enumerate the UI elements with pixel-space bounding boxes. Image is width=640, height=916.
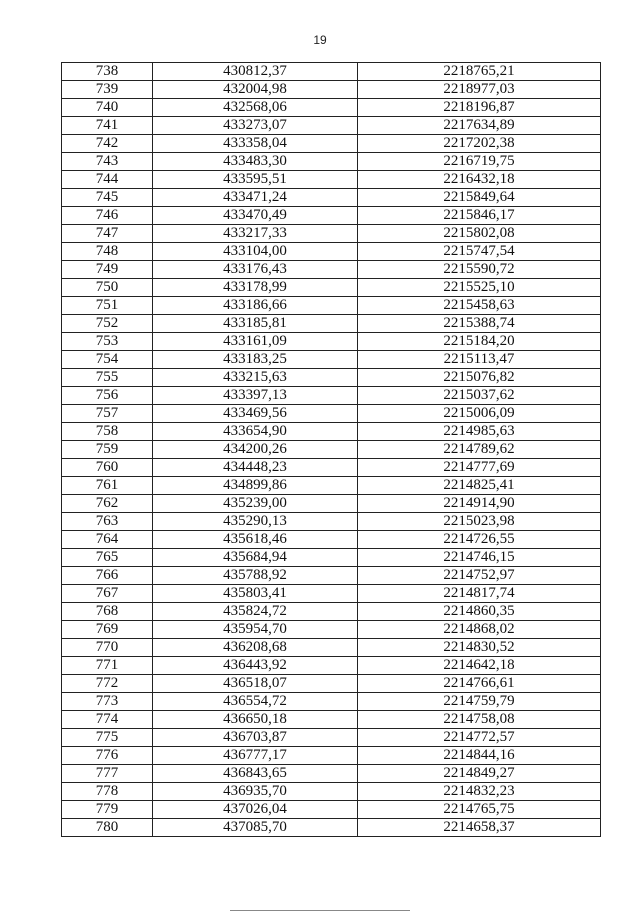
y-coordinate-cell: 2214789,62: [358, 441, 601, 459]
point-number-cell: 738: [62, 63, 153, 81]
table-row: [62, 405, 601, 423]
x-coordinate-cell: 434899,86: [153, 477, 358, 495]
y-coordinate-cell: 2214868,02: [358, 621, 601, 639]
x-coordinate-cell: 433178,99: [153, 279, 358, 297]
table-row: [62, 621, 601, 639]
y-coordinate-cell: 2216432,18: [358, 171, 601, 189]
y-coordinate-cell: 2214832,23: [358, 783, 601, 801]
table-row: [62, 801, 601, 819]
table-row: [62, 603, 601, 621]
x-coordinate-cell: 434448,23: [153, 459, 358, 477]
y-coordinate-cell: 2214766,61: [358, 675, 601, 693]
page-number: 19: [313, 33, 327, 47]
table-row: [62, 693, 601, 711]
table-row: [62, 495, 601, 513]
x-coordinate-cell: 433470,49: [153, 207, 358, 225]
table-row: [62, 783, 601, 801]
point-number-cell: 744: [62, 171, 153, 189]
y-coordinate-cell: 2214830,52: [358, 639, 601, 657]
point-number-cell: 772: [62, 675, 153, 693]
x-coordinate-cell: 433215,63: [153, 369, 358, 387]
y-coordinate-cell: 2216719,75: [358, 153, 601, 171]
point-number-cell: 745: [62, 189, 153, 207]
point-number-cell: 771: [62, 657, 153, 675]
point-number-cell: 774: [62, 711, 153, 729]
y-coordinate-cell: 2214726,55: [358, 531, 601, 549]
x-coordinate-cell: 434200,26: [153, 441, 358, 459]
x-coordinate-cell: 433104,00: [153, 243, 358, 261]
point-number-cell: 762: [62, 495, 153, 513]
y-coordinate-cell: 2215849,64: [358, 189, 601, 207]
table-row: [62, 567, 601, 585]
x-coordinate-cell: 436443,92: [153, 657, 358, 675]
point-number-cell: 778: [62, 783, 153, 801]
y-coordinate-cell: 2214914,90: [358, 495, 601, 513]
y-coordinate-cell: 2214746,15: [358, 549, 601, 567]
y-coordinate-cell: 2217634,89: [358, 117, 601, 135]
y-coordinate-cell: 2214759,79: [358, 693, 601, 711]
x-coordinate-cell: 433483,30: [153, 153, 358, 171]
x-coordinate-cell: 436703,87: [153, 729, 358, 747]
x-coordinate-cell: 430812,37: [153, 63, 358, 81]
table-row: [62, 711, 601, 729]
point-number-cell: 748: [62, 243, 153, 261]
table-row: [62, 261, 601, 279]
point-number-cell: 758: [62, 423, 153, 441]
y-coordinate-cell: 2214777,69: [358, 459, 601, 477]
point-number-cell: 779: [62, 801, 153, 819]
point-number-cell: 749: [62, 261, 153, 279]
y-coordinate-cell: 2214817,74: [358, 585, 601, 603]
y-coordinate-cell: 2215388,74: [358, 315, 601, 333]
x-coordinate-cell: 432004,98: [153, 81, 358, 99]
table-row: [62, 315, 601, 333]
x-coordinate-cell: 433654,90: [153, 423, 358, 441]
point-number-cell: 764: [62, 531, 153, 549]
x-coordinate-cell: 437026,04: [153, 801, 358, 819]
x-coordinate-cell: 433471,24: [153, 189, 358, 207]
table-row: [62, 171, 601, 189]
point-number-cell: 739: [62, 81, 153, 99]
table-row: [62, 369, 601, 387]
point-number-cell: 752: [62, 315, 153, 333]
table-row: [62, 387, 601, 405]
point-number-cell: 751: [62, 297, 153, 315]
table-row: [62, 513, 601, 531]
point-number-cell: 750: [62, 279, 153, 297]
x-coordinate-cell: 435824,72: [153, 603, 358, 621]
table-row: [62, 639, 601, 657]
table-row: [62, 225, 601, 243]
x-coordinate-cell: 433185,81: [153, 315, 358, 333]
point-number-cell: 770: [62, 639, 153, 657]
x-coordinate-cell: 433469,56: [153, 405, 358, 423]
point-number-cell: 753: [62, 333, 153, 351]
table-row: [62, 729, 601, 747]
x-coordinate-cell: 433176,43: [153, 261, 358, 279]
y-coordinate-cell: 2215006,09: [358, 405, 601, 423]
y-coordinate-cell: 2215747,54: [358, 243, 601, 261]
table-row: [62, 531, 601, 549]
bottom-divider: [230, 910, 410, 911]
x-coordinate-cell: 433161,09: [153, 333, 358, 351]
y-coordinate-cell: 2215802,08: [358, 225, 601, 243]
table-row: [62, 153, 601, 171]
point-number-cell: 754: [62, 351, 153, 369]
point-number-cell: 740: [62, 99, 153, 117]
x-coordinate-cell: 435684,94: [153, 549, 358, 567]
point-number-cell: 766: [62, 567, 153, 585]
point-number-cell: 775: [62, 729, 153, 747]
x-coordinate-cell: 435788,92: [153, 567, 358, 585]
table-row: [62, 675, 601, 693]
x-coordinate-cell: 435239,00: [153, 495, 358, 513]
table-row: [62, 297, 601, 315]
point-number-cell: 746: [62, 207, 153, 225]
x-coordinate-cell: 435803,41: [153, 585, 358, 603]
y-coordinate-cell: 2215525,10: [358, 279, 601, 297]
x-coordinate-cell: 432568,06: [153, 99, 358, 117]
table-row: [62, 189, 601, 207]
x-coordinate-cell: 436935,70: [153, 783, 358, 801]
y-coordinate-cell: 2215458,63: [358, 297, 601, 315]
y-coordinate-cell: 2215184,20: [358, 333, 601, 351]
table-row: [62, 765, 601, 783]
y-coordinate-cell: 2214765,75: [358, 801, 601, 819]
point-number-cell: 763: [62, 513, 153, 531]
y-coordinate-cell: 2217202,38: [358, 135, 601, 153]
point-number-cell: 757: [62, 405, 153, 423]
x-coordinate-cell: 433358,04: [153, 135, 358, 153]
point-number-cell: 776: [62, 747, 153, 765]
point-number-cell: 777: [62, 765, 153, 783]
table-row: [62, 819, 601, 837]
y-coordinate-cell: 2214758,08: [358, 711, 601, 729]
y-coordinate-cell: 2215590,72: [358, 261, 601, 279]
x-coordinate-cell: 433273,07: [153, 117, 358, 135]
x-coordinate-cell: 435954,70: [153, 621, 358, 639]
x-coordinate-cell: 433183,25: [153, 351, 358, 369]
x-coordinate-cell: 433397,13: [153, 387, 358, 405]
table-row: [62, 351, 601, 369]
table-row: [62, 657, 601, 675]
y-coordinate-cell: 2214860,35: [358, 603, 601, 621]
table-row: [62, 63, 601, 81]
x-coordinate-cell: 436777,17: [153, 747, 358, 765]
table-row: [62, 243, 601, 261]
point-number-cell: 768: [62, 603, 153, 621]
point-number-cell: 759: [62, 441, 153, 459]
point-number-cell: 769: [62, 621, 153, 639]
y-coordinate-cell: 2214985,63: [358, 423, 601, 441]
y-coordinate-cell: 2214658,37: [358, 819, 601, 837]
y-coordinate-cell: 2215037,62: [358, 387, 601, 405]
x-coordinate-cell: 437085,70: [153, 819, 358, 837]
y-coordinate-cell: 2215113,47: [358, 351, 601, 369]
y-coordinate-cell: 2214642,18: [358, 657, 601, 675]
table-row: [62, 279, 601, 297]
y-coordinate-cell: 2215076,82: [358, 369, 601, 387]
point-number-cell: 780: [62, 819, 153, 837]
y-coordinate-cell: 2214849,27: [358, 765, 601, 783]
x-coordinate-cell: 433186,66: [153, 297, 358, 315]
x-coordinate-cell: 436518,07: [153, 675, 358, 693]
table-row: [62, 81, 601, 99]
x-coordinate-cell: 433595,51: [153, 171, 358, 189]
table-row: [62, 117, 601, 135]
y-coordinate-cell: 2214844,16: [358, 747, 601, 765]
table-row: [62, 333, 601, 351]
y-coordinate-cell: 2215023,98: [358, 513, 601, 531]
point-number-cell: 743: [62, 153, 153, 171]
point-number-cell: 767: [62, 585, 153, 603]
table-row: [62, 549, 601, 567]
point-number-cell: 747: [62, 225, 153, 243]
point-number-cell: 761: [62, 477, 153, 495]
x-coordinate-cell: 433217,33: [153, 225, 358, 243]
y-coordinate-cell: 2218977,03: [358, 81, 601, 99]
point-number-cell: 741: [62, 117, 153, 135]
x-coordinate-cell: 436650,18: [153, 711, 358, 729]
coordinates-table: [61, 62, 601, 837]
point-number-cell: 756: [62, 387, 153, 405]
table-row: [62, 207, 601, 225]
y-coordinate-cell: 2214825,41: [358, 477, 601, 495]
point-number-cell: 773: [62, 693, 153, 711]
point-number-cell: 742: [62, 135, 153, 153]
table-row: [62, 747, 601, 765]
y-coordinate-cell: 2215846,17: [358, 207, 601, 225]
table-row: [62, 585, 601, 603]
y-coordinate-cell: 2214772,57: [358, 729, 601, 747]
table-row: [62, 459, 601, 477]
x-coordinate-cell: 435290,13: [153, 513, 358, 531]
point-number-cell: 765: [62, 549, 153, 567]
coordinates-table-body: [62, 63, 601, 837]
y-coordinate-cell: 2214752,97: [358, 567, 601, 585]
table-row: [62, 99, 601, 117]
x-coordinate-cell: 436554,72: [153, 693, 358, 711]
table-row: [62, 477, 601, 495]
table-row: [62, 135, 601, 153]
x-coordinate-cell: 436843,65: [153, 765, 358, 783]
table-row: [62, 441, 601, 459]
y-coordinate-cell: 2218196,87: [358, 99, 601, 117]
point-number-cell: 760: [62, 459, 153, 477]
x-coordinate-cell: 436208,68: [153, 639, 358, 657]
point-number-cell: 755: [62, 369, 153, 387]
x-coordinate-cell: 435618,46: [153, 531, 358, 549]
table-row: [62, 423, 601, 441]
y-coordinate-cell: 2218765,21: [358, 63, 601, 81]
